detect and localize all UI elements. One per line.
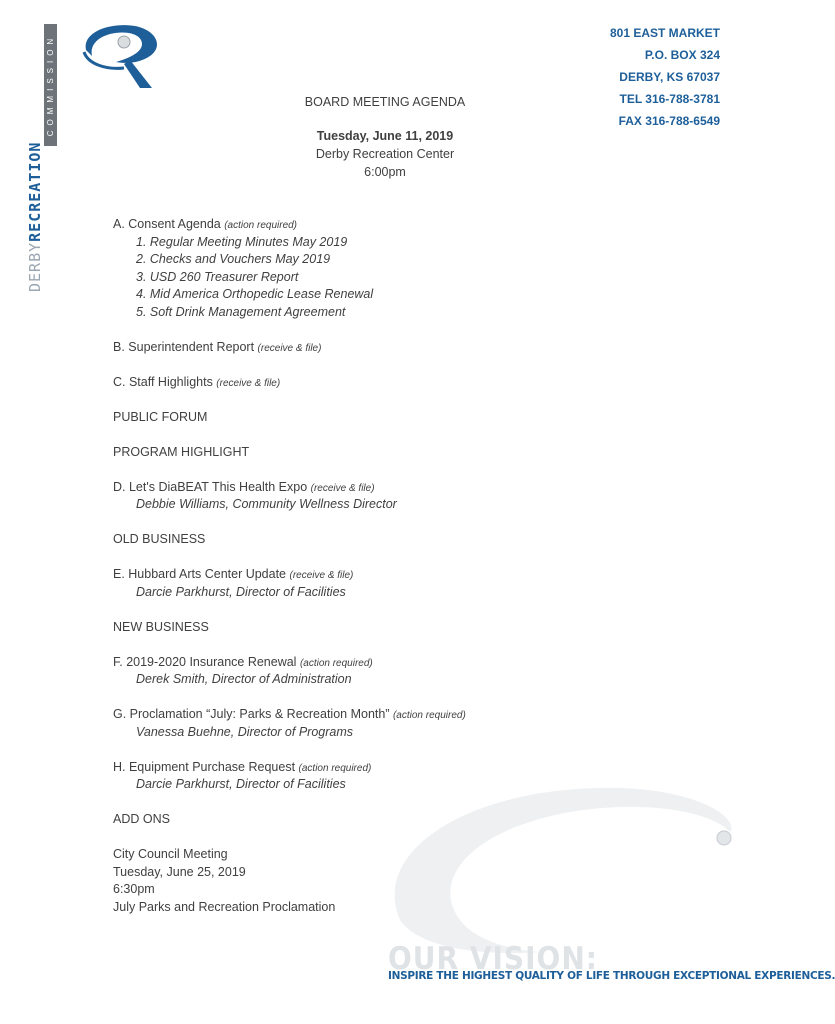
consent-item-5: 5. Soft Drink Management Agreement <box>136 304 346 319</box>
vision-block <box>388 940 835 982</box>
council-date: Tuesday, June 25, 2019 <box>113 864 246 879</box>
meeting-time: 6:00pm <box>364 165 406 179</box>
agenda-item-b <box>113 339 673 357</box>
commission-bar <box>44 24 57 146</box>
public-forum-heading: PUBLIC FORUM <box>113 409 208 424</box>
contact-block <box>610 22 720 132</box>
brand-recreation: RECREATION <box>26 141 44 242</box>
agenda-item-c-note: (receive & file) <box>216 377 281 389</box>
agenda-item-e <box>113 566 673 584</box>
agenda-item-c-label: C. Staff Highlights <box>113 374 217 389</box>
agenda-item-f-presenter: Derek Smith, Director of Administration <box>136 672 352 686</box>
new-business-heading: NEW BUSINESS <box>113 619 209 634</box>
page-title: BOARD MEETING AGENDA <box>304 95 466 109</box>
derby-rec-logo-icon <box>80 20 166 94</box>
vision-title: OUR VISION: <box>388 940 598 977</box>
contact-pobox: P.O. BOX 324 <box>644 48 720 62</box>
agenda-item-f-label: F. 2019-2020 Insurance Renewal <box>113 654 300 669</box>
agenda-item-d-note: (receive & file) <box>310 482 375 494</box>
program-highlight-heading: PROGRAM HIGHLIGHT <box>113 444 250 459</box>
agenda-item-c <box>113 374 673 392</box>
add-ons-heading: ADD ONS <box>113 812 170 826</box>
agenda-item-h-note: (action required) <box>298 762 372 774</box>
meeting-date: Tuesday, June 11, 2019 <box>316 129 454 143</box>
consent-item-4: 4. Mid America Orthopedic Lease Renewal <box>136 287 374 301</box>
consent-item-1: 1. Regular Meeting Minutes May 2019 <box>136 234 348 249</box>
agenda-item-d-label: D. Let's DiaBEAT This Health Expo <box>113 479 311 494</box>
meeting-location: Derby Recreation Center <box>315 147 455 161</box>
agenda-item-g-label: G. Proclamation “July: Parks & Recreation Month” <box>113 707 393 721</box>
brand-derby: DERBY <box>26 241 44 292</box>
agenda-item-a-label: A. Consent Agenda <box>113 217 225 231</box>
agenda-item-d-presenter: Debbie Williams, Community Wellness Director <box>136 497 397 511</box>
agenda-item-g-note: (action required) <box>392 710 466 721</box>
old-business-heading: OLD BUSINESS <box>113 532 206 546</box>
contact-address: 801 EAST MARKET <box>609 26 720 40</box>
agenda-item-e-note: (receive & file) <box>289 570 354 581</box>
contact-tel: TEL 316-788-3781 <box>619 92 720 106</box>
agenda-item-a <box>113 216 673 234</box>
consent-item-2: 2. Checks and Vouchers May 2019 <box>136 252 331 266</box>
agenda-item-f <box>113 654 673 672</box>
agenda-item-a-note: (action required) <box>224 220 298 231</box>
agenda-item-e-presenter: Darcie Parkhurst, Director of Facilities <box>136 584 346 599</box>
vision-text: INSPIRE THE HIGHEST QUALITY OF LIFE THROUGH EXCEPTIONAL EXPERIENCES. <box>388 970 835 982</box>
agenda-item-d <box>113 479 673 497</box>
agenda-item-h-label: H. Equipment Purchase Request <box>113 759 299 774</box>
agenda-item-e-label: E. Hubbard Arts Center Update <box>113 567 290 581</box>
agenda-item-b-label: B. Superintendent Report <box>113 339 258 354</box>
council-topic: July Parks and Recreation Proclamation <box>113 899 336 914</box>
council-title: City Council Meeting <box>113 847 228 861</box>
agenda-item-h <box>113 759 673 777</box>
agenda-item-b-note: (receive & file) <box>257 342 322 354</box>
contact-fax: FAX 316-788-6549 <box>618 114 720 128</box>
agenda-item-g <box>113 706 673 724</box>
agenda-item-f-note: (action required) <box>299 657 373 669</box>
agenda-item-g-presenter: Vanessa Buehne, Director of Programs <box>136 724 354 739</box>
commission-text: COMMISSION <box>46 33 55 137</box>
contact-city: DERBY, KS 67037 <box>619 70 720 84</box>
agenda-item-h-presenter: Darcie Parkhurst, Director of Facilities <box>136 777 346 791</box>
agenda-list <box>113 216 673 916</box>
consent-item-3: 3. USD 260 Treasurer Report <box>136 269 299 284</box>
council-time: 6:30pm <box>113 882 155 896</box>
